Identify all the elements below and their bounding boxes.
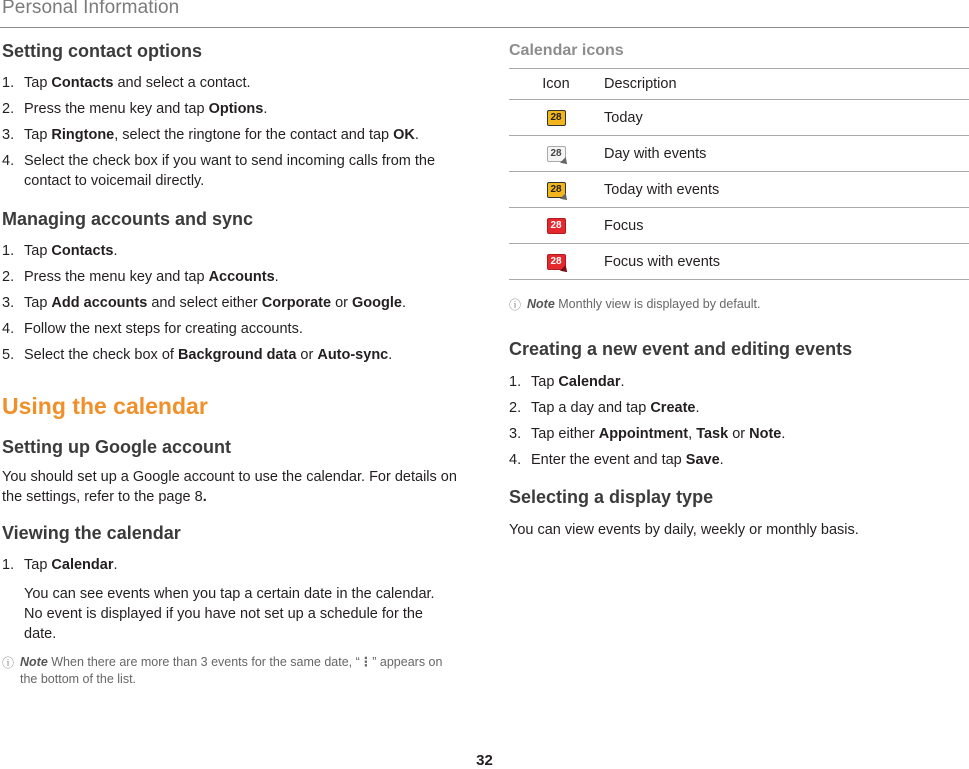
step-text: or	[728, 426, 750, 442]
icon-number: 28	[550, 183, 562, 195]
step-keyword: Add accounts	[51, 295, 148, 311]
list-item	[509, 424, 969, 444]
step-text: Tap	[24, 127, 52, 143]
step-number: 3.	[2, 295, 15, 311]
description-cell: Today	[603, 100, 969, 136]
section-heading-accounts-sync: Managing accounts and sync	[2, 209, 254, 229]
step-number: 3.	[2, 127, 15, 143]
step-text: ,	[688, 426, 697, 442]
step-text: .	[719, 452, 724, 468]
step-keyword: Calendar	[558, 374, 621, 390]
step-text: Enter the event and tap	[531, 452, 686, 468]
more-vertical-icon: ⋮	[359, 655, 373, 669]
step-text: .	[113, 557, 118, 573]
list-item	[2, 293, 457, 313]
calendar-icons-table	[509, 68, 969, 280]
list-item	[2, 555, 457, 644]
info-icon: ⓘ	[509, 298, 522, 312]
list-item	[2, 267, 457, 287]
step-text: Tap	[24, 295, 52, 311]
step-text: .	[620, 374, 625, 390]
icon-cell	[509, 208, 603, 244]
list-item	[2, 99, 457, 119]
step-number: 3.	[509, 426, 522, 442]
table-row	[509, 208, 969, 244]
list-item	[509, 398, 969, 418]
step-number: 1.	[2, 243, 15, 259]
step-number: 2.	[509, 400, 522, 416]
step-text: Select the check box of	[24, 347, 178, 363]
creating-event-steps	[509, 372, 969, 470]
list-item	[2, 151, 457, 191]
step-text: .	[781, 426, 786, 442]
icon-cell	[509, 172, 603, 208]
calendar-focus-with-events-icon	[547, 254, 566, 270]
step-keyword: Corporate	[261, 295, 332, 311]
left-column	[2, 38, 457, 688]
step-text: .	[414, 127, 419, 143]
step-keyword: OK	[393, 127, 415, 143]
icon-cell	[509, 244, 603, 280]
table-header-row	[509, 69, 969, 100]
calendar-today-icon: 28	[547, 110, 566, 126]
calendar-today-with-events-icon	[547, 182, 566, 198]
section-heading-calendar-icons: Calendar icons	[509, 42, 624, 59]
step-keyword: Save	[685, 452, 720, 468]
step-text: .	[113, 243, 118, 259]
step-text: .	[263, 101, 268, 117]
description-cell: Today with events	[603, 172, 969, 208]
list-item	[2, 319, 457, 339]
step-keyword: Accounts	[208, 269, 275, 285]
list-item	[2, 73, 457, 93]
step-keyword: Contacts	[51, 243, 114, 259]
step-keyword: Create	[650, 400, 696, 416]
list-item	[2, 241, 457, 261]
step-text: .	[695, 400, 700, 416]
step-text: Tap	[24, 75, 52, 91]
note-calendar-icons	[509, 296, 969, 313]
step-text: or	[331, 295, 353, 311]
step-number: 1.	[509, 374, 522, 390]
step-number: 2.	[2, 269, 15, 285]
calendar-day-with-events-icon	[547, 146, 566, 162]
contact-options-steps	[2, 73, 457, 191]
header-title: Personal Information	[2, 0, 180, 18]
step-text: .	[388, 347, 393, 363]
page-number: 32	[476, 752, 493, 769]
step-keyword: Appointment	[598, 426, 689, 442]
accounts-sync-steps	[2, 241, 457, 365]
note-text: ” appears on the bottom of the list.	[20, 655, 443, 686]
icon-number: 28	[550, 255, 562, 267]
note-viewing-calendar	[2, 654, 457, 688]
section-heading-viewing-calendar: Viewing the calendar	[2, 523, 181, 543]
section-heading-display-type: Selecting a display type	[509, 487, 714, 507]
step-number: 4.	[2, 321, 15, 337]
step-keyword: Note	[749, 426, 782, 442]
column-header-icon: Icon	[509, 69, 603, 100]
step-keyword: Contacts	[51, 75, 114, 91]
paragraph-end: .	[202, 489, 207, 505]
section-heading-google-account: Setting up Google account	[2, 437, 231, 457]
list-item	[2, 125, 457, 145]
note-text: When there are more than 3 events for the same date, “	[47, 655, 360, 669]
step-text: Select the check box if you want to send incoming calls from the contact to voicemail directly.	[24, 153, 436, 189]
google-account-paragraph	[2, 467, 457, 507]
section-heading-using-calendar: Using the calendar	[2, 393, 208, 419]
step-keyword: Options	[208, 101, 264, 117]
table-row	[509, 136, 969, 172]
page-header	[0, 0, 969, 28]
icon-cell	[509, 136, 603, 172]
list-item	[509, 450, 969, 470]
step-text: or	[296, 347, 318, 363]
list-item	[509, 372, 969, 392]
description-cell: Focus	[603, 208, 969, 244]
display-type-paragraph: You can view events by daily, weekly or monthly basis.	[509, 522, 859, 538]
icon-cell	[509, 100, 603, 136]
column-header-description: Description	[603, 69, 969, 100]
step-keyword: Auto-sync	[317, 347, 389, 363]
table-row	[509, 172, 969, 208]
step-text: Press the menu key and tap	[24, 269, 209, 285]
step-text: and select either	[147, 295, 262, 311]
step-detail: You can see events when you tap a certain date in the calendar. No event is displayed if you have not set up a schedule for the date.	[24, 586, 435, 642]
step-text: Tap a day and tap	[531, 400, 651, 416]
step-number: 4.	[509, 452, 522, 468]
step-number: 1.	[2, 557, 15, 573]
right-column	[509, 38, 969, 540]
note-label: Note	[527, 297, 555, 311]
step-text: , select the ringtone for the contact and tap	[114, 127, 394, 143]
note-text: Monthly view is displayed by default.	[554, 297, 761, 311]
table-row	[509, 244, 969, 280]
note-label: Note	[20, 655, 48, 669]
step-keyword: Ringtone	[51, 127, 115, 143]
step-text: Tap	[531, 374, 559, 390]
step-text: Tap	[24, 557, 52, 573]
list-item	[2, 345, 457, 365]
icon-number: 28	[550, 147, 562, 159]
step-keyword: Calendar	[51, 557, 114, 573]
viewing-calendar-steps	[2, 555, 457, 644]
step-number: 1.	[2, 75, 15, 91]
step-text: Tap	[24, 243, 52, 259]
section-heading-contact-options: Setting contact options	[2, 41, 202, 61]
step-text: and select a contact.	[113, 75, 251, 91]
description-cell: Focus with events	[603, 244, 969, 280]
step-text: Press the menu key and tap	[24, 101, 209, 117]
calendar-focus-icon: 28	[547, 218, 566, 234]
info-icon: ⓘ	[2, 656, 15, 670]
step-text: .	[401, 295, 406, 311]
step-text: Tap either	[531, 426, 599, 442]
step-keyword: Google	[352, 295, 402, 311]
step-keyword: Task	[696, 426, 729, 442]
paragraph-text: You should set up a Google account to use the calendar. For details on the settings, refer to the page 8	[2, 469, 457, 505]
step-number: 4.	[2, 153, 15, 169]
step-number: 5.	[2, 347, 15, 363]
table-row	[509, 100, 969, 136]
step-keyword: Background data	[177, 347, 297, 363]
step-text: Follow the next steps for creating accounts.	[24, 321, 303, 337]
description-cell: Day with events	[603, 136, 969, 172]
step-number: 2.	[2, 101, 15, 117]
section-heading-creating-event: Creating a new event and editing events	[509, 339, 853, 359]
step-text: .	[274, 269, 279, 285]
